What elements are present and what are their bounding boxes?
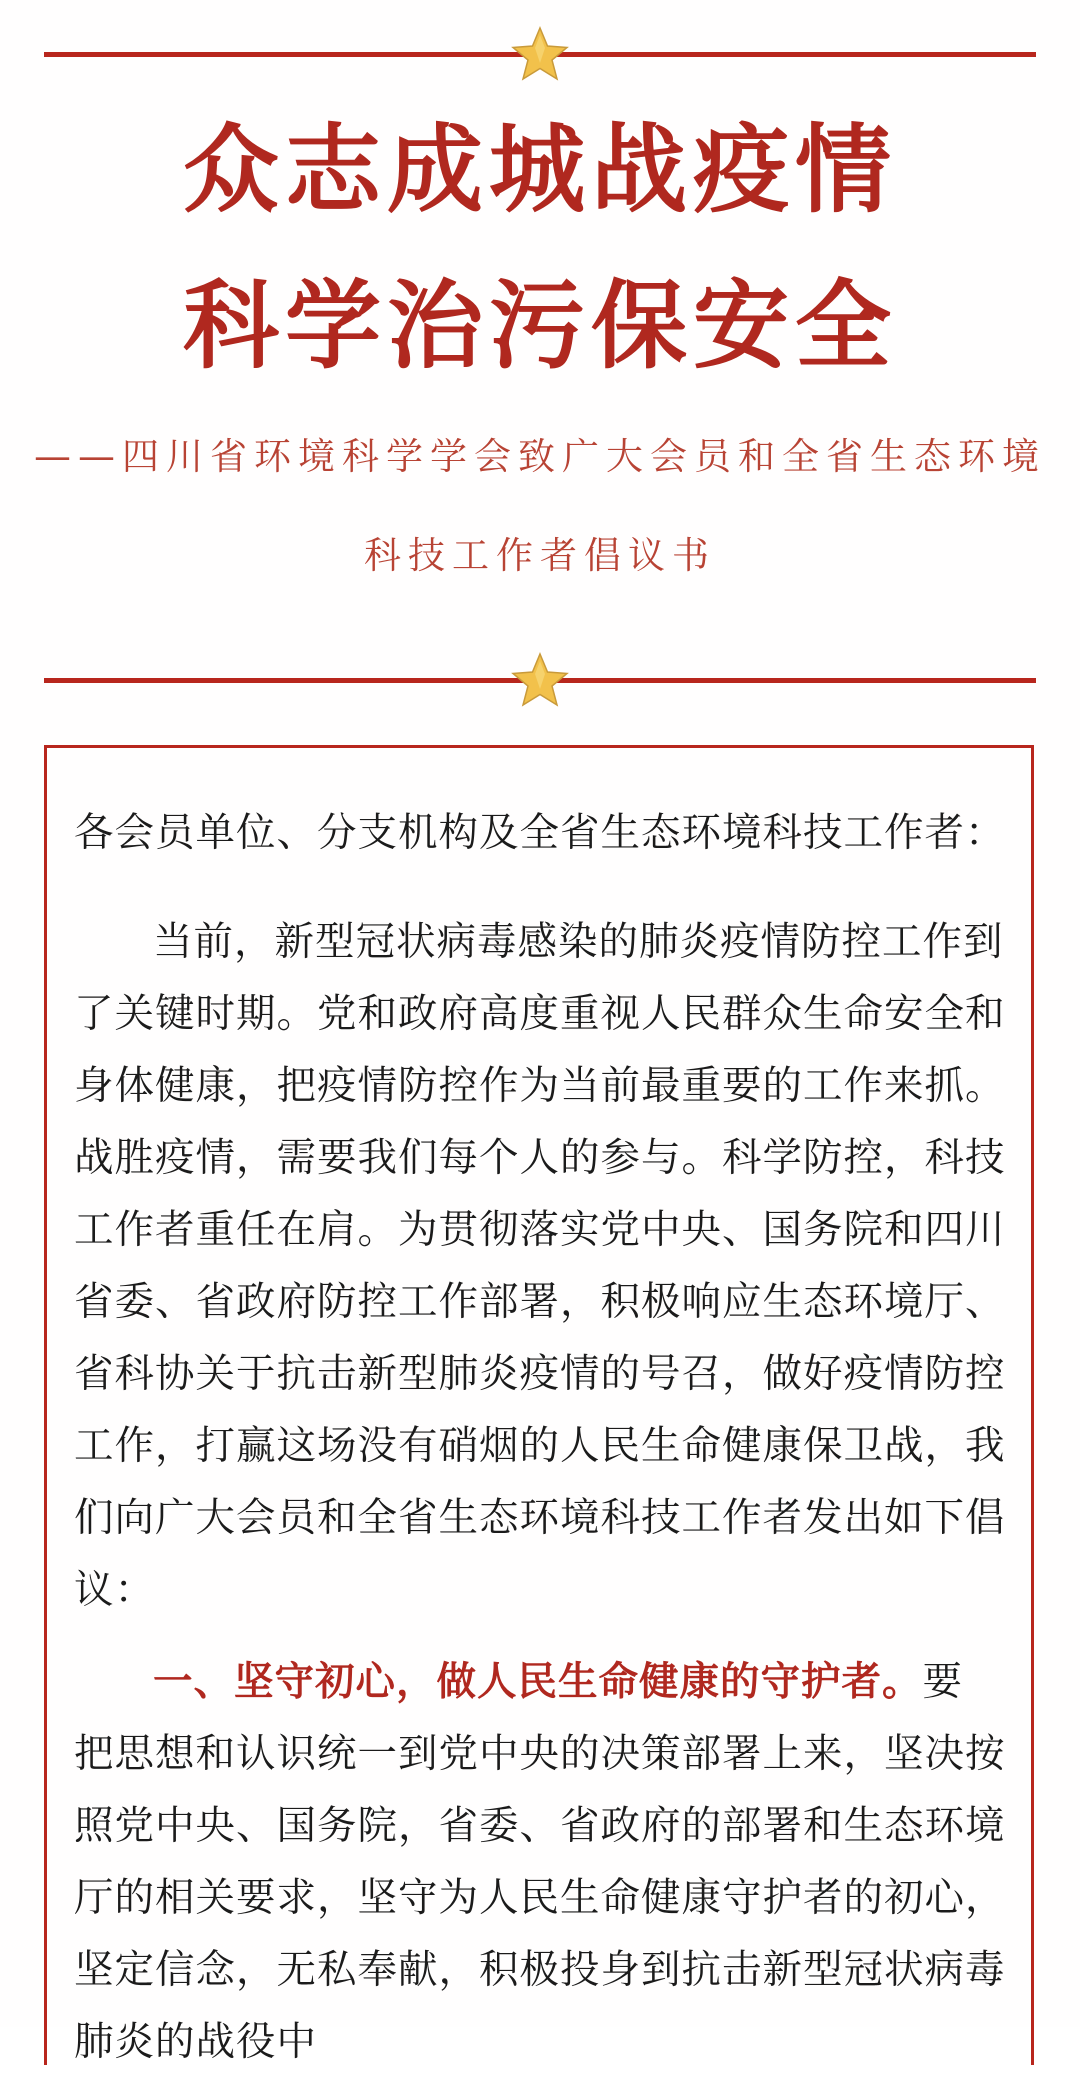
bottom-divider [44,651,1036,711]
paragraph-line: 肺炎的战役中 [74,2019,317,2065]
page-title-line-1: 众志成城战疫情 [183,114,897,226]
paragraph-line: 工作，打赢这场没有硝烟的人民生命健康保卫战，我 [74,1423,1006,1469]
paragraph-line: 了关键时期。党和政府高度重视人民群众生命安全和 [74,991,1006,1037]
paragraph-1 [74,906,1014,1626]
paragraph-line: 照党中央、国务院，省委、省政府的部署和生态环境 [74,1803,1006,1849]
salutation-text: 各会员单位、分支机构及全省生态环境科技工作者： [74,810,1006,856]
paragraph-line: 身体健康，把疫情防控作为当前最重要的工作来抓。 [74,1063,1006,1109]
paragraph-line [74,1646,1014,1718]
top-divider [44,25,1036,85]
paragraph-line: 们向广大会员和全省生态环境科技工作者发出如下倡 [74,1495,1006,1541]
paragraph-line-tail: 要 [922,1659,963,1705]
paragraph-line: 省科协关于抗击新型肺炎疫情的号召，做好疫情防控 [74,1351,1006,1397]
paragraph-line: 工作者重任在肩。为贯彻落实党中央、国务院和四川 [74,1207,1006,1253]
salutation [74,797,1014,869]
section-heading: 一、坚守初心，做人民生命健康的守护者。 [153,1659,923,1705]
subtitle-line-1: ——四川省环境科学学会致广大会员和全省生态环境 [34,435,1046,478]
paragraph-line: 厅的相关要求，坚守为人民生命健康守护者的初心， [74,1875,1006,1921]
paragraph-2 [74,1646,1014,2078]
paragraph-line: 战胜疫情，需要我们每个人的参与。科学防控，科技 [74,1135,1006,1181]
page-title-line-2: 科学治污保安全 [183,270,897,382]
star-icon [510,651,570,711]
paragraph-line: 省委、省政府防控工作部署，积极响应生态环境厅、 [74,1279,1006,1325]
star-icon [510,25,570,85]
subtitle-line-2: 科技工作者倡议书 [364,534,716,577]
paragraph-line: 议： [74,1567,155,1613]
paragraph-line: 坚定信念，无私奉献，积极投身到抗击新型冠状病毒 [74,1947,1006,1993]
paragraph-line: 当前，新型冠状病毒感染的肺炎疫情防控工作到 [153,919,1004,965]
paragraph-line: 把思想和认识统一到党中央的决策部署上来，坚决按 [74,1731,1006,1777]
